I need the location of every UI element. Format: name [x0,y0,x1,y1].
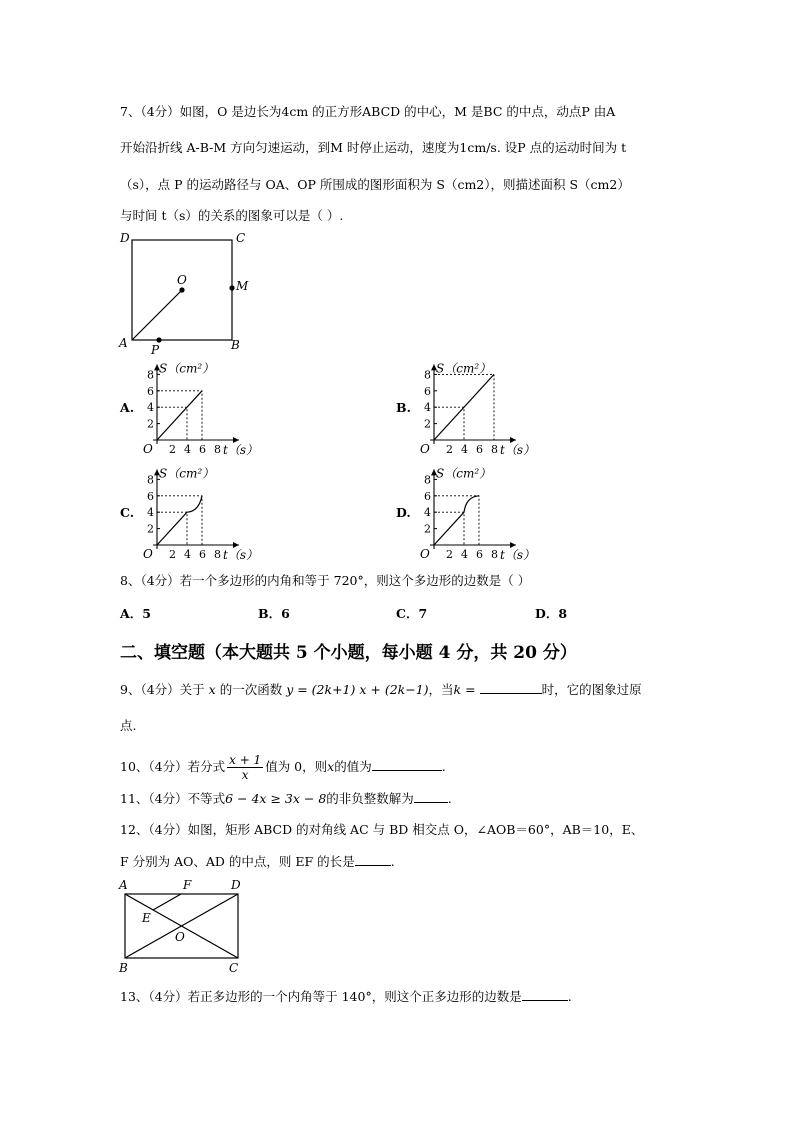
label-c: C [229,961,239,975]
q11-end: . [447,791,452,806]
q10-fraction [227,753,263,782]
origin-label: O [143,547,153,561]
x-tick-label: 6 [476,548,483,561]
q9-mid: 的一次函数 [219,682,283,697]
option-c-label[interactable]: C. [120,505,135,520]
x-tick-label: 2 [446,443,453,456]
q9-formula: y = (2k+1) x + (2k−1) [286,682,429,697]
section-heading: 二、填空题（本大题共 5 个小题，每小题 4 分，共 20 分） [120,643,577,663]
y-tick-label: 8 [424,473,431,487]
origin-label: O [420,442,430,456]
y-tick-label: 8 [424,368,431,382]
q12-text: F 分别为 AO、AD 的中点，则 EF 的长是 [120,854,355,869]
label-d: D [120,231,130,245]
q10-var: x [327,759,335,774]
x-tick-label: 2 [169,443,176,456]
y-tick-label: 8 [147,473,154,487]
q8-choice-a[interactable]: A．5 [120,606,151,621]
q7-line-4: 与时间 t（s）的关系的图象可以是（ ）. [120,208,344,223]
y-tick-label: 8 [147,368,154,382]
graph-curve [157,496,202,545]
q11-answer-blank[interactable] [414,790,448,803]
label-c: C [236,231,246,245]
x-axis-title: t（s） [223,548,258,562]
q13-text: 13、（4分）若正多边形的一个内角等于 140°，则这个正多边形的边数是 [120,989,522,1004]
x-axis-title: t（s） [223,443,258,457]
y-tick-label: 2 [424,522,431,536]
option-d-label[interactable]: D. [396,505,411,520]
x-tick-label: 8 [491,548,498,561]
q9-answer-blank[interactable] [480,681,542,694]
y-axis-title: S（cm²） [159,361,215,376]
q9-line-1 [120,681,642,698]
graph-curve [434,496,479,545]
y-tick-label: 4 [147,401,154,415]
y-axis-title: S（cm²） [436,361,492,376]
q13-end: . [567,989,572,1004]
q10-mid: 值为 0，则 [265,759,328,774]
q12-line-2 [120,853,395,870]
x-tick-label: 4 [461,548,468,561]
q10-answer-blank[interactable] [372,758,442,771]
x-tick-label: 6 [199,548,206,561]
q10-suffix: 的值为 [334,759,372,774]
x-tick-label: 4 [184,443,191,456]
origin-label: O [143,442,153,456]
x-axis-title: t（s） [500,548,535,562]
y-tick-label: 2 [424,417,431,431]
graph-axes [143,361,258,457]
option-d-graph[interactable] [412,457,562,562]
q12-end: . [390,854,395,869]
label-d: D [231,878,241,892]
x-tick-label: 8 [491,443,498,456]
q9-prefix: 9、（4分）关于 [120,682,205,697]
x-tick-label: 2 [446,548,453,561]
q10-prefix: 10、（4分）若分式 [120,759,226,774]
q13-answer-blank[interactable] [522,988,568,1001]
label-m: M [236,279,249,293]
q7-line-3: （s），点 P 的运动路径与 OA、OP 所围成的图形面积为 S（cm2），则描述面积 S（cm2） [120,177,630,192]
q10-end: . [441,759,446,774]
q9-cond: ，当 [428,682,454,697]
y-tick-label: 6 [147,489,154,503]
q11-prefix: 11、（4分）不等式 [120,791,226,806]
y-tick-label: 4 [424,401,431,415]
q11-line [120,790,452,807]
q10-numerator: x + 1 [229,753,262,767]
graph-curve [157,391,202,440]
graph-axes [420,466,535,562]
x-tick-label: 2 [169,548,176,561]
y-axis-title: S（cm²） [436,466,492,481]
label-b: B [231,338,240,352]
x-tick-label: 6 [199,443,206,456]
graph-axes [143,466,258,562]
q9-var: x [208,682,216,697]
q13-line [120,988,572,1005]
x-tick-label: 4 [184,548,191,561]
label-o: O [177,273,187,287]
q11-suffix: 的非负整数解为 [326,791,414,806]
q7-line-2: 开始沿折线 A-B-M 方向匀速运动，到M 时停止运动，速度为1cm/s. 设P 点的运动时间为 t [120,140,627,155]
label-a: A [119,336,128,350]
y-tick-label: 6 [147,384,154,398]
q9-line-2: 点. [120,718,137,733]
x-tick-label: 8 [214,443,221,456]
q7-square-figure [115,228,255,358]
y-tick-label: 4 [424,506,431,520]
q12-line-1: 12、（4分）如图，矩形 ABCD 的对角线 AC 与 BD 相交点 O，∠AOB＝60°，AB＝10，E、 [120,822,644,837]
q9-k: k = [453,682,476,697]
x-axis-title: t（s） [500,443,535,457]
q7-line-1: 7、（4分）如图，O 是边长为4cm 的正方形ABCD 的中心，M 是BC 的中点，动点P 由A [120,104,616,119]
y-tick-label: 6 [424,489,431,503]
x-tick-label: 8 [214,548,221,561]
option-a-graph[interactable] [135,352,285,457]
q8-choice-b[interactable]: B．6 [258,606,290,621]
q11-inequality: 6 − 4x ≥ 3x − 8 [225,791,327,806]
q10-denominator: x [241,768,249,782]
segment-ef [153,894,181,910]
q8-choice-d[interactable]: D．8 [535,606,568,621]
y-axis-title: S（cm²） [159,466,215,481]
label-p: P [151,343,160,357]
segment-ao [132,290,182,340]
graph-axes [420,361,535,457]
option-c-graph[interactable] [135,457,285,562]
q10-line [120,752,446,782]
x-tick-label: 6 [476,443,483,456]
q12-rectangle-figure [115,876,255,976]
option-a-label[interactable]: A. [120,400,135,415]
point-m [229,285,234,290]
label-o: O [175,930,185,944]
label-b: B [119,961,128,975]
label-e: E [142,911,151,925]
point-p [156,337,161,342]
y-tick-label: 2 [147,417,154,431]
origin-label: O [420,547,430,561]
x-tick-label: 4 [461,443,468,456]
y-tick-label: 2 [147,522,154,536]
y-tick-label: 6 [424,384,431,398]
q8-choice-c[interactable]: C．7 [396,606,428,621]
q9-suffix: 时，它的图象过原 [541,682,642,697]
q12-answer-blank[interactable] [355,853,391,866]
point-o [179,287,184,292]
q8-text: 8、（4分）若一个多边形的内角和等于 720°，则这个多边形的边数是（ ） [120,573,531,588]
option-b-graph[interactable] [412,352,562,457]
y-tick-label: 4 [147,506,154,520]
label-f: F [183,878,192,892]
label-a: A [119,878,128,892]
option-b-label[interactable]: B. [396,400,411,415]
